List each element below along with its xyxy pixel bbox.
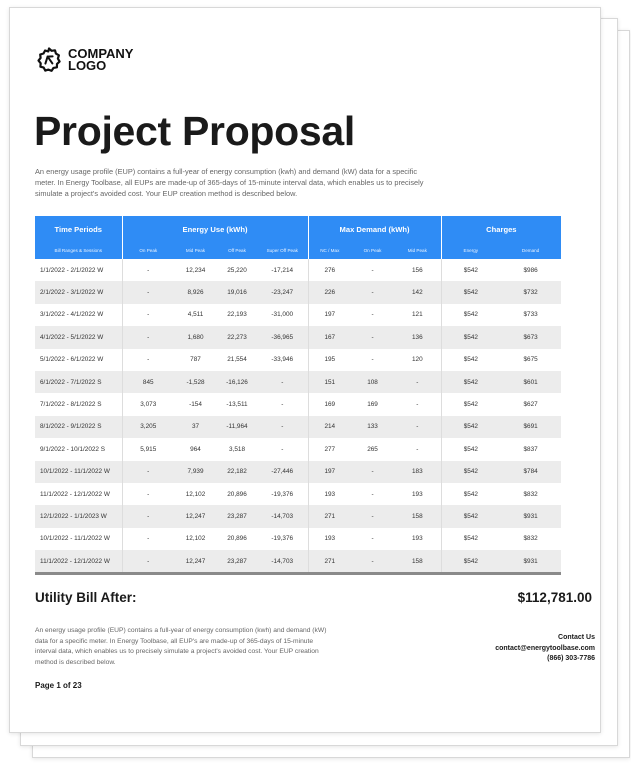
table-cell: 37	[174, 416, 217, 438]
utility-bill-label: Utility Bill After:	[35, 590, 137, 605]
table-cell: 136	[394, 326, 441, 348]
table-cell: 197	[324, 311, 336, 319]
table-cell: -	[147, 535, 150, 543]
table-cell: $542	[463, 490, 478, 498]
table-cell: -36,965	[257, 326, 308, 348]
time-period-cell: 7/1/2022 - 8/1/2022 S	[35, 393, 122, 415]
table-cell: -1,528	[174, 371, 217, 393]
table-cell: 20,896	[227, 490, 247, 498]
time-period-cell: 4/1/2022 - 5/1/2022 W	[35, 326, 122, 348]
table-cell: 12,102	[185, 490, 206, 498]
table-cell: 1,680	[174, 326, 217, 348]
table-cell: -	[257, 416, 308, 438]
table-cell: -27,446	[257, 461, 308, 483]
table-cell: 193	[324, 490, 336, 498]
time-period-cell: 9/1/2022 - 10/1/2022 S	[35, 438, 122, 460]
gear-logo-icon	[36, 47, 62, 73]
sub-header-cell: Super Off Peak	[257, 242, 308, 259]
table-cell: 156	[394, 259, 441, 281]
table-cell: $542	[463, 356, 478, 364]
logo-wordmark	[68, 48, 133, 72]
table-cell: 12,247	[174, 505, 217, 527]
table-cell: 214	[308, 416, 351, 438]
table-cell: $542	[441, 371, 500, 393]
table-cell: 193	[394, 483, 441, 505]
header-time-periods: Time Periods	[35, 216, 122, 242]
table-cell: $601	[500, 371, 561, 393]
table-cell: -16,126	[217, 371, 257, 393]
header-max-demand: Max Demand (kWh)	[308, 216, 441, 242]
table-cell: $691	[500, 416, 561, 438]
logo-line-2: LOGO	[68, 58, 107, 73]
table-cell: 193	[394, 528, 441, 550]
page-number: Page 1 of 23	[35, 681, 82, 690]
time-period-cell: 10/1/2022 - 11/1/2022 W	[35, 528, 122, 550]
table-cell: 193	[324, 535, 336, 543]
table-cell: 121	[394, 304, 441, 326]
table-cell: $542	[441, 505, 500, 527]
table-cell: -33,946	[257, 349, 308, 371]
table-cell: 167	[308, 326, 351, 348]
table-cell: -	[394, 393, 441, 415]
table-cell: $931	[500, 505, 561, 527]
sub-header-cell: NC / Max	[308, 242, 351, 259]
table-cell: 271	[308, 550, 351, 574]
table-cell: $542	[463, 401, 478, 409]
table-cell: 3,205	[122, 416, 174, 438]
header-energy-use: Energy Use (kWh)	[122, 216, 308, 242]
table-cell: 169	[324, 401, 336, 409]
table-cell: 22,193	[227, 311, 247, 319]
time-period-cell: 8/1/2022 - 9/1/2022 S	[35, 416, 122, 438]
table-cell: -	[371, 535, 374, 543]
company-logo	[36, 47, 133, 73]
table-sub-header	[35, 242, 561, 259]
table-cell: -	[394, 416, 441, 438]
table-cell: 108	[351, 371, 394, 393]
time-period-cell: 3/1/2022 - 4/1/2022 W	[35, 304, 122, 326]
table-cell: -	[257, 438, 308, 460]
table-cell: -	[122, 550, 174, 574]
sub-header-cell: Off Peak	[217, 242, 257, 259]
table-cell: -	[122, 505, 174, 527]
table-cell: -	[147, 356, 150, 364]
table-cell: -23,247	[257, 281, 308, 303]
time-period-cell: 2/1/2022 - 3/1/2022 W	[35, 281, 122, 303]
time-period-cell: 6/1/2022 - 7/1/2022 S	[35, 371, 122, 393]
table-cell: 23,287	[217, 505, 257, 527]
table-cell: 845	[122, 371, 174, 393]
table-cell: $675	[523, 356, 538, 364]
table-group-header	[35, 216, 561, 242]
table-cell: $627	[523, 401, 538, 409]
footer-paragraph: An energy usage profile (EUP) contains a full-year of energy consumption (kwh) and demand (kW) data for a specific meter. In Energy Toolbase, all EUP's are made-up of 365-days of 15-minute interval data, which enables us to precisely simulate a project's avoided cost. Your EUP creation method is described below.	[35, 627, 327, 666]
table-cell: $931	[500, 550, 561, 574]
table-cell: -	[351, 326, 394, 348]
contact-phone: (866) 303-7786	[547, 655, 595, 662]
contact-heading: Contact Us	[558, 634, 595, 641]
table-row	[35, 483, 561, 505]
energy-usage-table	[35, 216, 561, 575]
table-row	[35, 349, 561, 371]
table-cell: $832	[523, 490, 538, 498]
table-cell: -14,703	[257, 505, 308, 527]
table-cell: -11,964	[217, 416, 257, 438]
table-cell: 183	[394, 461, 441, 483]
table-cell: 158	[394, 550, 441, 574]
table-cell: 226	[308, 281, 351, 303]
table-cell: 276	[324, 266, 336, 274]
table-row	[35, 371, 561, 393]
table-cell: -13,511	[226, 401, 248, 409]
sub-header-cell: Mid Peak	[394, 242, 441, 259]
table-cell: -19,376	[257, 528, 308, 550]
table-cell: -	[371, 490, 374, 498]
table-cell: -19,376	[257, 483, 308, 505]
table-cell: $542	[441, 281, 500, 303]
table-cell: -	[351, 505, 394, 527]
header-charges: Charges	[441, 216, 561, 242]
table-cell: 277	[324, 445, 336, 453]
table-row	[35, 259, 561, 281]
table-cell: 12,247	[174, 550, 217, 574]
time-period-cell: 12/1/2022 - 1/1/2023 W	[35, 505, 122, 527]
table-cell: 158	[394, 505, 441, 527]
table-cell: -	[257, 393, 308, 415]
table-cell: 195	[324, 356, 336, 364]
table-cell: 964	[190, 445, 201, 453]
table-cell: $542	[463, 445, 478, 453]
table-cell: 23,287	[217, 550, 257, 574]
table-cell: -	[371, 356, 374, 364]
table-cell: $832	[523, 535, 538, 543]
table-row	[35, 281, 561, 303]
table-cell: -	[122, 461, 174, 483]
table-cell: 197	[308, 461, 351, 483]
table-cell: 4,511	[187, 311, 204, 319]
table-cell: $542	[463, 266, 478, 274]
table-cell: -	[394, 371, 441, 393]
table-cell: 12,234	[185, 266, 206, 274]
table-cell: -17,214	[257, 259, 308, 281]
table-cell: $542	[441, 461, 500, 483]
table-cell: 21,554	[227, 356, 247, 364]
table-cell: $673	[500, 326, 561, 348]
table-cell: 133	[351, 416, 394, 438]
table-row	[35, 438, 561, 460]
table-cell: 787	[190, 356, 201, 364]
table-body	[35, 259, 561, 574]
table-row	[35, 393, 561, 415]
time-period-cell: 10/1/2022 - 11/1/2022 W	[35, 461, 122, 483]
table-cell: 22,182	[217, 461, 257, 483]
table-cell: $733	[523, 311, 538, 319]
sub-header-cell: Energy	[441, 242, 500, 259]
table-cell: $837	[523, 445, 538, 453]
table-cell: $784	[500, 461, 561, 483]
table-cell: -14,703	[257, 550, 308, 574]
table-cell: -	[371, 311, 374, 319]
table-cell: -	[351, 550, 394, 574]
table-cell: 142	[394, 281, 441, 303]
table-row	[35, 528, 561, 550]
table-cell: $542	[463, 311, 478, 319]
page-title: Project Proposal	[34, 108, 356, 154]
table-row	[35, 326, 561, 348]
table-cell: 271	[308, 505, 351, 527]
table-cell: -	[371, 266, 374, 274]
table-cell: $542	[441, 550, 500, 574]
table-cell: 265	[367, 445, 378, 453]
table-row	[35, 304, 561, 326]
table-cell: 7,939	[174, 461, 217, 483]
table-row	[35, 416, 561, 438]
table-cell: $542	[441, 326, 500, 348]
table-cell: $542	[463, 535, 478, 543]
sub-header-cell: On Peak	[351, 242, 394, 259]
table-cell: $542	[441, 416, 500, 438]
table-cell: -	[257, 371, 308, 393]
table-cell: -	[394, 438, 441, 460]
table-cell: 151	[308, 371, 351, 393]
sub-header-cell: On Peak	[122, 242, 174, 259]
table-cell: 3,073	[140, 401, 157, 409]
table-cell: 169	[367, 401, 378, 409]
contact-block	[495, 633, 595, 665]
energy-table-container	[35, 216, 561, 575]
table-cell: -	[351, 281, 394, 303]
table-cell: 20,896	[227, 535, 247, 543]
table-cell: -	[147, 311, 150, 319]
logo-line-1: COMPANY	[68, 46, 134, 61]
time-period-cell: 11/1/2022 - 12/1/2022 W	[35, 550, 122, 574]
table-cell: -	[147, 490, 150, 498]
table-cell: -31,000	[257, 304, 308, 326]
table-row	[35, 505, 561, 527]
table-cell: 3,518	[229, 445, 245, 453]
sub-header-cell: Mid Peak	[174, 242, 217, 259]
contact-email: contact@energytoolbase.com	[495, 644, 595, 652]
table-cell: -	[122, 281, 174, 303]
table-row	[35, 550, 561, 574]
table-cell: 12,102	[185, 535, 206, 543]
time-period-cell: 5/1/2022 - 6/1/2022 W	[35, 349, 122, 371]
table-cell: 19,016	[217, 281, 257, 303]
table-cell: -154	[189, 401, 202, 409]
sub-header-cell: Bill Ranges & Sessions	[35, 242, 122, 259]
table-cell: 25,220	[227, 266, 247, 274]
table-cell: $732	[500, 281, 561, 303]
table-cell: $986	[523, 266, 538, 274]
table-cell: -	[351, 461, 394, 483]
sub-header-cell: Demand	[500, 242, 561, 259]
table-cell: 120	[394, 349, 441, 371]
intro-paragraph: An energy usage profile (EUP) contains a full-year of energy consumption (kwh) and demand (kW) data for a specific meter. In Energy Toolbase, all EUPs are made-up of 365-days of 15-minute interval data, which enables us to precisely simulate a project's avoided cost. Your EUP creation method is described below.	[35, 167, 424, 198]
table-cell: 8,926	[174, 281, 217, 303]
time-period-cell: 11/1/2022 - 12/1/2022 W	[35, 483, 122, 505]
table-cell: 22,273	[217, 326, 257, 348]
time-period-cell: 1/1/2022 - 2/1/2022 W	[35, 259, 122, 281]
utility-bill-total: $112,781.00	[517, 590, 592, 605]
table-cell: 5,915	[140, 445, 157, 453]
table-cell: -	[122, 326, 174, 348]
table-cell: -	[147, 266, 150, 274]
table-row	[35, 461, 561, 483]
